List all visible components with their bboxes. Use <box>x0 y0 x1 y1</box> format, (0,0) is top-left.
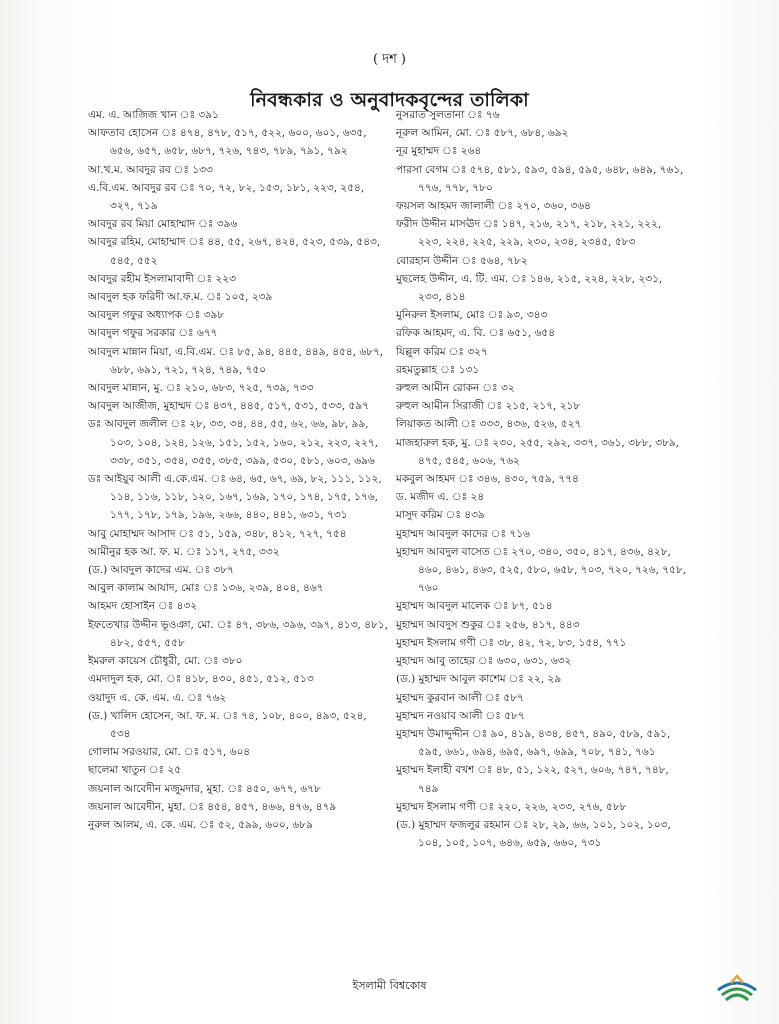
index-entry: ডঃ আবদুল জলীল ঃ ২৮, ৩৩, ৩৪, ৪৪, ৫৫, ৬২, ৬৬, ৯৮, ৯৯, ১০৩, ১০৪, ১২৪, ১২৬, ১৫১, ১৫২, ১৬০, ২১২, ২২৩, ২২৭, ৩৩৮, ৩৫১, ৩৫৪, ৩৫৫, ৩৮৫, ৩৯৯, ৫৩০, ৫৮১, ৬০৩, ৬৯৬ <box>88 418 379 467</box>
index-entry: নূরুল আমিন, মো. ঃ ৫৮৭, ৬৮৪, ৬৯২ <box>396 127 569 140</box>
index-entry: মুহাম্মদ উমাদ্দুদ্দীন ঃ ৯০, ৪১৯, ৪৩৪, ৪৫৭, ৪৯০, ৫৮৯, ৫৯১, ৫৯৫, ৬৬১, ৬৯৪, ৬৯৫, ৬৯৭, ৬৯৯, ৭০৮, ৭৪১, ৭৬১ <box>396 727 671 759</box>
index-entry: মুছলেহ উদ্দীন, এ. টি. এম. ঃ ১৪৬, ২১৫, ২২৪, ২২৮, ২৩১, ২৩৩, ৪১৪ <box>396 272 663 304</box>
index-entry: এম. এ. আজিজ খান ঃ ৩৯১ <box>88 109 219 121</box>
index-entry: রুহুল আমীন সিরাজী ঃ ২১৫, ২১৭, ২১৮ <box>396 400 581 413</box>
page-number: ( দশ ) <box>373 52 406 67</box>
index-entry: ওয়াদুদ এ. কে. এম. এ. ঃ ৭৬২ <box>88 691 227 704</box>
index-entry: আবদুর রহিম, মোহাম্মাদ ঃ ৪৪, ৫৫, ২৬৭, ৪২৪, ৫২৩, ৫৩৯, ৫৪৩, ৫৪৫, ৫৫২ <box>88 236 381 267</box>
index-entry: আবদুল মান্নান, মু. ঃ ২১০, ৬৮৩, ৭২৫, ৭৩৯, ৭৩৩ <box>88 382 314 395</box>
index-entry: আমীনুর হক আ. ফ. ম. ঃ ১১৭, ২৭৫, ৩৩২ <box>88 545 280 558</box>
index-entry: এমদাদুল হক, মো. ঃ ৪১৮, ৪৩০, ৪৫১, ৫১২, ৫১৩ <box>88 673 314 686</box>
index-entry: মুহাম্মদ আবদুস শুকুর ঃ ২৫৬, ৪১৭, ৪৪৩ <box>396 618 580 631</box>
index-entry: রুহুল আমীন রোকন ঃ ৩২ <box>396 382 515 395</box>
index-entry: মাজহারুল হক, মু. ঃ ২৩০, ২৫৫, ২৯২, ৩৩৭, ৩৬১, ৩৮৮, ৩৮৯, ৪৭৫, ৫৪৫, ৬০৬, ৭৬২ <box>396 436 680 467</box>
index-entry: মুনিরুল ইসলাম, মোঃ ঃ ৯৩, ৩৪৩ <box>396 309 548 322</box>
index-entry: মুহাম্মদ ইলাহী বখশ ঃ ৪৮, ৫১, ১২২, ৫২৭, ৬০৬, ৭৪৭, ৭৪৮, ৭৪৯ <box>396 764 669 795</box>
index-entry: এ.বি.এম. আবদুর রব ঃ ৭০, ৭২, ৮২, ১৫৩, ১৮১, ২২৩, ২৫৪, ৩২৭, ৭১৯ <box>88 181 365 213</box>
index-entry: মুহাম্মদ ইসলাম গণী ঃ ২২০, ২২৬, ২৩৩, ২৭৬, ৫৮৮ <box>396 800 627 813</box>
index-entry: নূর মুহাম্মদ ঃ ২৬৪ <box>396 145 482 158</box>
index-entry: আবদুল গফুর অধ্যাপক ঃ ৩৯৮ <box>88 309 225 322</box>
index-entry: লিয়াকত আলী ঃ ৩৩৩, ৪৩৬, ৫২৬, ৫২৭ <box>396 418 582 431</box>
index-entry: জয়নাল আবেদীন মজুমদার, মুহা. ঃ ৪৫০, ৬৭৭, ৬৭৮ <box>88 782 321 795</box>
index-entry: আবদুল গফুর সরকার ঃ ৬৭৭ <box>88 327 218 340</box>
index-entry: ছালেমা খাতুন ঃ ২৫ <box>88 764 182 777</box>
index-entry: (ড.) আবদুল কাদের এম. ঃ ৩৮৭ <box>88 564 234 577</box>
index-entry: ডঃ আইয়ুব আলী এ.কে.এম. ঃ ৬৪, ৬৫, ৬৭, ৬৯, ৮২, ১১১, ১১২, ১১৪, ১১৬, ১১৮, ১২০, ১৬৭, ১৬৯, ১৭০, ১৭৪, ১৭৫, ১৭৬, ১৭৭, ১৭৮, ১৭৯, ১৯৬, ২৬৬, ৪৪০, ৪৪১, ৬৩১, ৭৩১ <box>88 473 382 522</box>
index-entry: আবদুল হক ফরিদী আ.ফ.ম. ঃ ১০৫, ২৩৯ <box>88 291 273 304</box>
index-entry: আবদুর রহীম ইসলামাবাদী ঃ ২২৩ <box>88 272 236 285</box>
index-entry: আ.খ.ম. আবদুর রব ঃ ১৩৩ <box>88 163 213 176</box>
index-entry: রহমতুল্লাহ ঃ ১৩১ <box>396 363 480 376</box>
index-entry: পারসা বেগম ঃ ৫৭৪, ৫৮১, ৫৯৩, ৫৯৪, ৫৯৫, ৬৪৮, ৬৪৯, ৭৬১, ৭৭৬, ৭৭৮, ৭৮০ <box>396 163 684 194</box>
index-entry: মুহাম্মদ ইসলাম গণী ঃ ৩৮, ৪২, ৭২, ৮৩, ১৫৪, ৭৭১ <box>396 636 627 649</box>
index-entry: গোলাম সরওয়ার, মো. ঃ ৫১৭, ৬০৪ <box>88 746 251 759</box>
page-title: নিবন্ধকার ও অনুবাদকবৃন্দের তালিকা <box>250 89 529 111</box>
index-entry: মুহাম্মদ আবদুল মালেক ঃ ৮৭, ৫১৪ <box>396 600 553 613</box>
footer-title: ইসলামী বিশ্বকোষ <box>352 979 427 992</box>
index-entry: আহমদ হোসাইন ঃ ৪৩২ <box>88 600 198 613</box>
left-column <box>88 106 388 834</box>
index-entry: আবদুর রব মিয়া মোহাম্মাদ ঃ ৩৯৬ <box>88 218 238 231</box>
index-entry: ফরীদ উদ্দীন মাসঊদ ঃ ১৪৭, ২১৬, ২১৭, ২১৮, ২২১, ২২২, ২২৩, ২২৪, ২২৫, ২২৯, ২৩০, ২৩৪, ২৩৪৫, ৫৮৩ <box>396 218 662 249</box>
index-entry: জয়নাল আবেদীন, মুহা. ঃ ৪৫৪, ৪৫৭, ৪৬৬, ৪৭৬, ৪৭৯ <box>88 800 337 813</box>
index-entry: আবদুল মান্নান মিয়া, এ.বি.এম. ঃ ৮৫, ৯৪, ৪৪৫, ৪৪৯, ৪৫৪, ৬৮৭, ৬৮৮, ৬৯১, ৭২১, ৭২৪, ৭৪৯, ৭৫০ <box>88 345 384 376</box>
index-entry: আবু মোহাম্মদ আসাদ ঃ ৫১, ১৫৯, ৩৪৮, ৪১২, ৭২৭, ৭৫৪ <box>88 527 347 540</box>
index-entry: (ড.) খালিদ হোসেন, আ. ফ. ম. ঃ ৭৪, ১০৮, ৪০০, ৪৯৩, ৫২৪, ৫৩৪ <box>88 709 367 740</box>
index-entry: ড. মজীদ এ. ঃ ২৪ <box>396 491 485 504</box>
book-logo-icon <box>712 968 762 1008</box>
index-entry: আবদুল আজীজ, মুহাম্মদ ঃ ৪৩৭, ৪৪৫, ৫১৭, ৫৩১, ৫৩৩, ৫৯৭ <box>88 400 369 413</box>
index-entry: মাসুদ করিম ঃ ৪৩৯ <box>396 509 485 522</box>
index-entry: আফতাব হোসেন ঃ ৪৭৪, ৪৭৮, ৫১৭, ৫২২, ৬০০, ৬০১, ৬৩৫, ৬৫৬, ৬৫৭, ৬৫৮, ৬৮৭, ৭২৬, ৭৪৩, ৭৮৯, ৭৯১, ৭৯২ <box>88 127 367 158</box>
index-entry: বোরহান উদ্দীন ঃ ৫৬৪, ৭৮২ <box>396 254 528 267</box>
index-entry: আবুল কালাম আযাদ, মোঃ ঃ ১৩৬, ২৩৯, ৪০৪, ৪৬৭ <box>88 582 324 595</box>
index-entry: নুসরাত সুলতানা ঃ ৭৬ <box>396 109 500 121</box>
right-column <box>396 106 688 852</box>
index-entry: মকবুল আহমদ ঃ ৩৪৬, ৪৩০, ৭৫৯, ৭৭৪ <box>396 473 579 486</box>
index-entry: ইমরুল কায়েস চৌধুরী, মো. ঃ ৩৮০ <box>88 655 243 668</box>
index-entry: মুহাম্মদ আবদুল বাসেত ঃ ২৭০, ৩৪০, ৩৫০, ৪১৭, ৪৩৬, ৪২৮, ৪৬০, ৪৬১, ৪৬৩, ৫২৫, ৫৮০, ৬৫৮, ৭০৩, ৭২০, ৭২৬, ৭৫৮, ৭৬০ <box>396 545 687 595</box>
index-entry: ইফতেখার উদ্দীন ভূওঞা, মো. ঃ ৪৭, ৩৮৬, ৩৯৬, ৩৯৭, ৪১৩, ৪৮১, ৪৮২, ৫৫৭, ৫৫৮ <box>88 618 388 649</box>
index-entry: মুহাম্মদ আবদুল কাদের ঃ ৭১৬ <box>396 527 530 540</box>
index-entry: ফয়সল আহমদ জালালী ঃ ২৭০, ৩৬০, ৩৬৪ <box>396 200 591 213</box>
index-entry: মুহাম্মদ নওয়াব আলী ঃ ৫৮৭ <box>396 709 525 722</box>
index-entry: (ড.) মুহাম্মদ ফজলুর রহমান ঃ ২৮, ২৯, ৬৬, ১০১, ১০২, ১০৩, ১০৪, ১০৫, ১০৭, ৬৪৬, ৬৫৯, ৬৬০, ৭৩১ <box>396 818 671 850</box>
index-entry: মুহাম্মদ কুরবান আলী ঃ ৫৮৭ <box>396 691 524 704</box>
index-entry: (ড.) মুহাম্মদ আবুল কাশেম ঃ ২২, ২৯ <box>396 673 562 686</box>
index-entry: রফিক আহমদ, এ. বি. ঃ ৬৫১, ৬৫৪ <box>396 327 556 340</box>
index-entry: নুরুল আলম, এ. কে. এম. ঃ ৫২, ৫৯৯, ৬০০, ৬৮৯ <box>88 818 313 831</box>
index-entry: যিল্লুল করিম ঃ ৩২৭ <box>396 345 488 358</box>
index-entry: মুহাম্মদ আবু তাহের ঃ ৬৩০, ৬৩১, ৬৩২ <box>396 655 572 668</box>
